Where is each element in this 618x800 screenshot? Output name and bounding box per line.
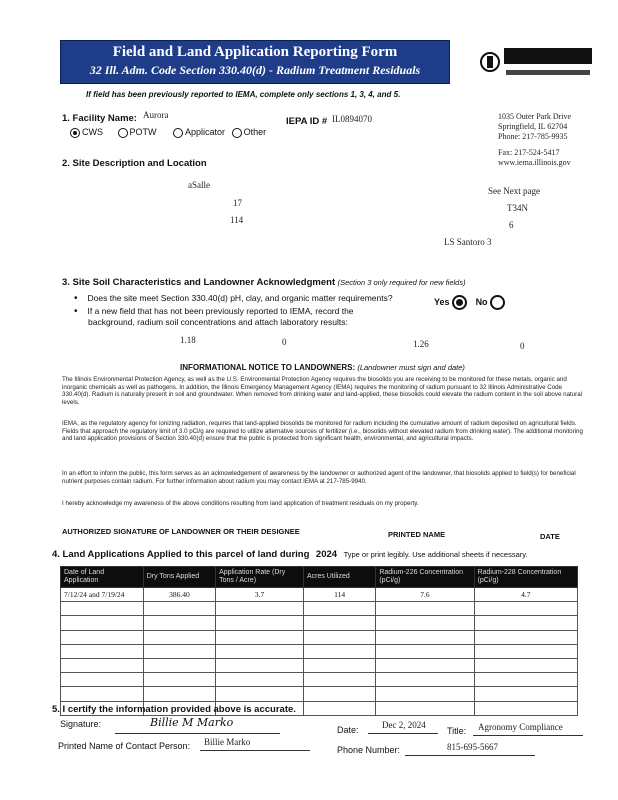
table-cell[interactable]	[376, 687, 474, 701]
range-value[interactable]: 6	[509, 220, 514, 230]
section-4-heading: 4. Land Applications Applied to this parcel of land during	[52, 549, 310, 560]
table-row	[61, 644, 578, 658]
landowner-signature-label: AUTHORIZED SIGNATURE OF LANDOWNER OR THEIR DESIGNEE	[62, 527, 300, 536]
title-line	[473, 735, 583, 736]
table-cell[interactable]	[61, 616, 144, 630]
table-cell[interactable]	[61, 630, 144, 644]
answer-no[interactable]: No	[476, 297, 508, 307]
radio-icon	[232, 128, 242, 138]
table-cell[interactable]	[61, 658, 144, 672]
table-cell[interactable]	[143, 687, 215, 701]
table-cell[interactable]: 386.40	[143, 588, 215, 602]
date-field-label: Date:	[337, 725, 359, 735]
title-label: Title:	[447, 726, 467, 736]
agency-phone: Phone: 217-785-9935	[498, 132, 568, 141]
table-cell[interactable]	[143, 630, 215, 644]
table-cell[interactable]	[143, 644, 215, 658]
land-application-table	[60, 566, 578, 716]
form-title-banner	[60, 40, 450, 84]
table-cell[interactable]	[474, 630, 577, 644]
table-cell[interactable]	[143, 658, 215, 672]
table-cell[interactable]	[474, 602, 577, 616]
option-applicator[interactable]: Applicator	[173, 127, 225, 137]
table-cell[interactable]	[61, 602, 144, 616]
signature-label: Signature:	[60, 719, 102, 729]
table-cell[interactable]	[61, 673, 144, 687]
notice-paragraph-2: IEMA, as the regulatory agency for ionizing radiation, requires that land-applied biosolids be monitored for radium including the cumulative amount of radium deposited on agricultural fields. Fields that approach the regulatory limit of 3.0 pCi/g are required to utilize alternative sources of fertilizer (i.e., biosolids without elevated radium from drinking water). The additional monitoring and land application provisions of Section 330.40(d) ensure that the public is protected from significant health, environmental, and agricultural impacts.	[62, 420, 583, 443]
section-5-heading: 5. I certify the information provided above is accurate.	[52, 704, 296, 715]
contact-name-value[interactable]: Billie Marko	[204, 737, 251, 747]
table-row	[61, 602, 578, 616]
column-header: Radium-226 Concentration (pCi/g)	[376, 567, 474, 588]
table-cell[interactable]	[474, 687, 577, 701]
date-label: DATE	[540, 532, 560, 541]
date-value[interactable]: Dec 2, 2024	[382, 720, 426, 730]
facility-type-options	[70, 127, 266, 138]
table-cell[interactable]	[376, 602, 474, 616]
table-cell[interactable]	[216, 630, 304, 644]
signature-line	[115, 733, 280, 734]
table-cell[interactable]	[376, 701, 474, 715]
notice-note: (Landowner must sign and date)	[357, 363, 465, 372]
table-cell[interactable]	[303, 602, 375, 616]
seal-icon	[478, 42, 596, 82]
form-title: Field and Land Application Reporting Form	[112, 44, 398, 60]
background-value-2[interactable]: 0	[282, 337, 287, 347]
table-cell[interactable]: 4.7	[474, 588, 577, 602]
contact-name-line	[200, 750, 310, 751]
table-cell[interactable]	[216, 616, 304, 630]
contact-name-label: Printed Name of Contact Person:	[58, 741, 191, 751]
section-3-heading: 3. Site Soil Characteristics and Landowner Acknowledgment	[62, 277, 336, 288]
soil-answer-options	[434, 295, 507, 310]
address-line-2: Springfield, IL 62704	[498, 122, 568, 131]
column-header: Acres Utilized	[303, 567, 375, 588]
table-row	[61, 658, 578, 672]
table-cell[interactable]	[303, 687, 375, 701]
section-3-heading-row	[62, 277, 466, 288]
option-other[interactable]: Other	[232, 127, 267, 137]
section-3-note: (Section 3 only required for new fields)	[337, 278, 466, 287]
table-header-row	[61, 567, 578, 588]
table-cell[interactable]	[303, 616, 375, 630]
table-cell[interactable]	[303, 644, 375, 658]
column-header: Dry Tons Applied	[143, 567, 215, 588]
section-1-heading: 1. Facility Name:	[62, 113, 137, 124]
table-cell[interactable]	[61, 644, 144, 658]
column-header: Date of Land Application	[61, 567, 144, 588]
table-cell[interactable]	[216, 602, 304, 616]
section-4-instruction: Type or print legibly. Use additional sheets if necessary.	[343, 550, 528, 559]
table-row	[61, 673, 578, 687]
table-cell[interactable]	[474, 616, 577, 630]
soil-question-1: • Does the site meet Section 330.40(d) pH, clay, and organic matter requirements?	[74, 293, 393, 304]
table-cell[interactable]	[303, 673, 375, 687]
table-cell[interactable]	[376, 630, 474, 644]
radio-icon	[173, 128, 183, 138]
phone-value[interactable]: 815-695-5667	[447, 742, 498, 752]
section-4-heading-row	[52, 549, 528, 560]
table-cell[interactable]	[474, 644, 577, 658]
answer-yes[interactable]: Yes	[434, 297, 469, 307]
table-row	[61, 630, 578, 644]
notice-title: INFORMATIONAL NOTICE TO LANDOWNERS:	[180, 363, 356, 372]
table-cell[interactable]	[216, 658, 304, 672]
option-cws[interactable]: CWS	[70, 127, 103, 137]
table-cell[interactable]	[474, 658, 577, 672]
option-potw[interactable]: POTW	[118, 127, 157, 137]
table-cell[interactable]	[61, 687, 144, 701]
section-2-heading: 2. Site Description and Location	[62, 158, 207, 169]
table-cell[interactable]: 7.6	[376, 588, 474, 602]
acknowledgement-text: I hereby acknowledge my awareness of the above conditions resulting from land application of treatment residuals on my property.	[62, 500, 419, 507]
table-row	[61, 616, 578, 630]
phone-label: Phone Number:	[337, 745, 401, 755]
agency-logo	[478, 42, 596, 82]
table-cell[interactable]: 114	[303, 588, 375, 602]
table-cell[interactable]	[216, 673, 304, 687]
column-header: Radium-228 Concentration (pCi/g)	[474, 567, 577, 588]
table-cell[interactable]	[474, 701, 577, 715]
notice-paragraph-3: In an effort to inform the public, this form serves as an acknowledgement of awareness by the landowner or authorized agent of the landowner, that biosolids applied to field(s) for beneficial nutrient purposes contain radium. For further information about radium you may contact IEMA at 217-785-9940.	[62, 470, 576, 485]
radio-icon	[490, 295, 505, 310]
table-cell[interactable]	[143, 616, 215, 630]
table-cell[interactable]	[143, 602, 215, 616]
county-value[interactable]: aSalle	[188, 180, 210, 190]
notice-heading-row	[180, 363, 465, 372]
radio-selected-icon	[70, 128, 80, 138]
table-row	[61, 588, 578, 602]
printed-name-label: PRINTED NAME	[388, 530, 446, 539]
radio-icon	[118, 128, 128, 138]
column-header: Application Rate (Dry Tons / Acre)	[216, 567, 304, 588]
see-next-page-note: See Next page	[488, 186, 540, 196]
table-cell[interactable]	[303, 658, 375, 672]
table-cell[interactable]	[143, 673, 215, 687]
previously-reported-note: If field has been previously reported to IEMA, complete only sections 1, 3, 4, and 5.	[86, 90, 401, 99]
iepa-id-value[interactable]: IL0894070	[332, 114, 372, 124]
table-cell[interactable]	[303, 701, 375, 715]
table-cell[interactable]	[474, 673, 577, 687]
background-value-4[interactable]: 0	[520, 341, 525, 351]
notice-paragraph-1: The Illinois Environmental Protection Agency, as well as the U.S. Environmental Protection Agency requires the biosolids you are receiving to be monitored for these metals, organic and inorganic chemicals as well as pathogens. In addition, the Illinois Emergency Management Agency (IEMA) requires the monitoring of radium pursuant to 32 Illinois Administrative Code 330.40(d). Radium is naturally present in soil and groundwater. When removed from drinking water and land-applied, these biosolids could elevate the radium content in the soil above natural levels.	[62, 376, 583, 406]
owner-value[interactable]: LS Santoro 3	[444, 237, 492, 247]
title-value[interactable]: Agronomy Compliance	[478, 722, 563, 732]
table-cell[interactable]	[216, 644, 304, 658]
table-cell[interactable]: 3.7	[216, 588, 304, 602]
table-cell[interactable]	[376, 644, 474, 658]
table-cell[interactable]	[376, 616, 474, 630]
agency-fax: Fax: 217-524-5417	[498, 148, 560, 157]
contact-signature: Billie M Marko	[150, 716, 234, 729]
table-cell[interactable]: 7/12/24 and 7/19/24	[61, 588, 144, 602]
table-row	[61, 687, 578, 701]
date-line	[368, 733, 438, 734]
form-subtitle: 32 Ill. Adm. Code Section 330.40(d) - Radium Treatment Residuals	[89, 63, 421, 77]
quarter-value[interactable]: 114	[230, 215, 244, 225]
reporting-year[interactable]: 2024	[315, 549, 338, 560]
iepa-id-label: IEPA ID #	[286, 116, 328, 127]
address-line-1: 1035 Outer Park Drive	[498, 112, 572, 121]
background-value-3[interactable]: 1.26	[413, 339, 429, 349]
township-value[interactable]: T34N	[507, 203, 528, 213]
table-cell[interactable]	[216, 687, 304, 701]
phone-line	[405, 755, 535, 756]
table-cell[interactable]	[376, 673, 474, 687]
table-cell[interactable]	[303, 630, 375, 644]
radio-selected-icon	[452, 295, 467, 310]
agency-website: www.iema.illinois.gov	[498, 158, 571, 167]
soil-question-2: • If a new field that has not been previously reported to IEMA, record the background, radium soil concentrations and attach laboratory results:	[74, 306, 354, 327]
background-value-1[interactable]: 1.18	[180, 335, 196, 345]
section-number-value[interactable]: 17	[233, 198, 242, 208]
agency-address	[498, 112, 571, 168]
table-cell[interactable]	[376, 658, 474, 672]
facility-name-value[interactable]: Aurora	[143, 110, 169, 120]
